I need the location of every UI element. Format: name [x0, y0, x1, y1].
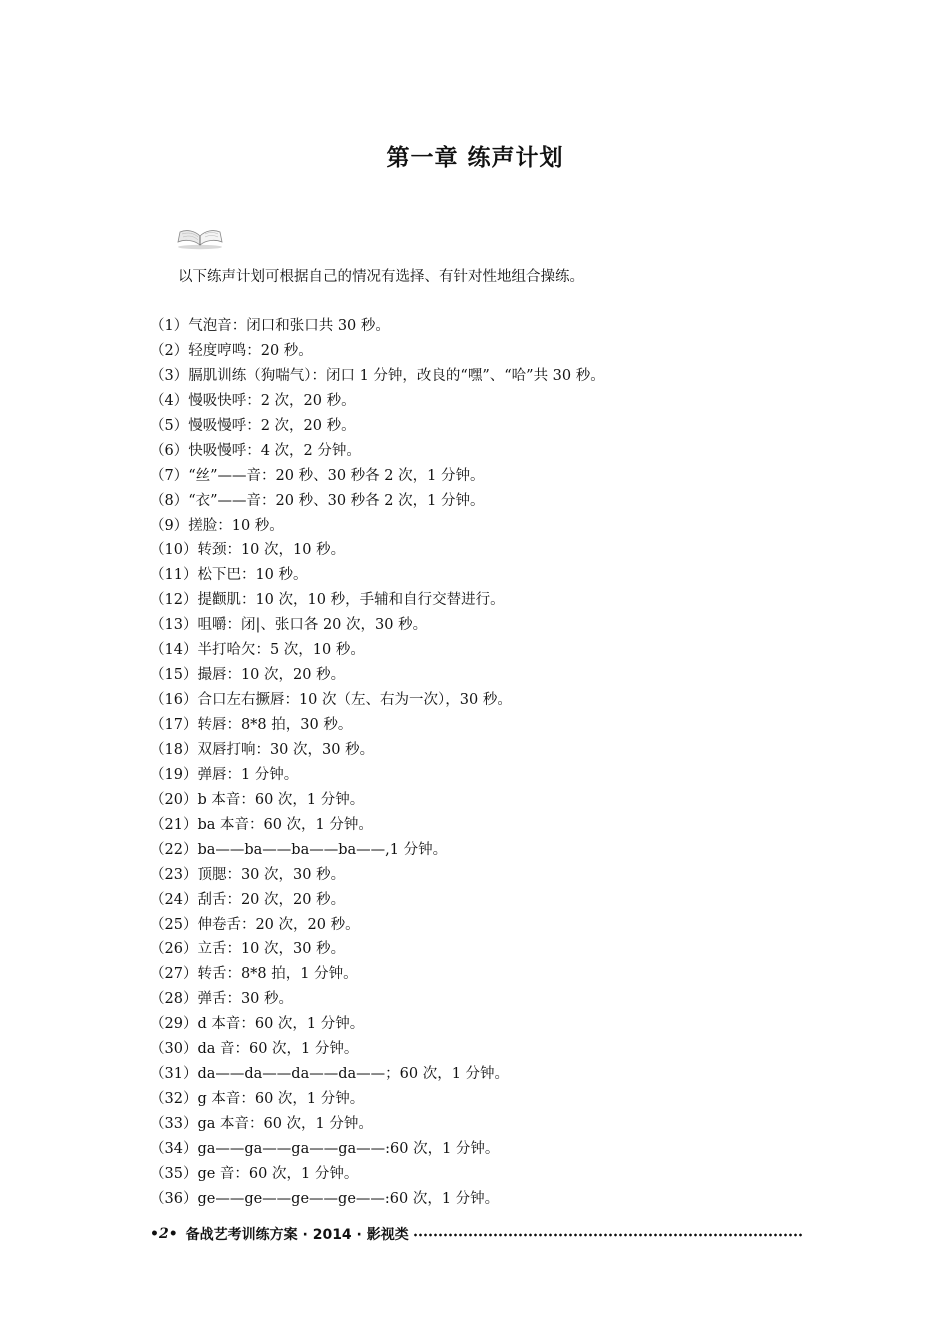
list-item: （1）气泡音：闭口和张口共 30 秒。	[150, 318, 390, 334]
list-item: （32）g 本音：60 次，1 分钟。	[150, 1091, 365, 1108]
list-item: （23）顶腮：30 次，30 秒。	[150, 866, 346, 883]
list-item: （29）d 本音：60 次，1 分钟。	[150, 1016, 365, 1033]
list-item: （15）撮唇：10 次，20 秒。	[150, 667, 346, 684]
list-item: （8）“衣”——音：20 秒、30 秒各 2 次，1 分钟。	[150, 492, 485, 509]
list-item: （36）ge——ge——ge——ge——:60 次，1 分钟。	[150, 1190, 500, 1207]
list-item: （13）咀嚼：闭|、张口各 20 次，30 秒。	[150, 617, 428, 634]
list-item: （2）轻度哼鸣：20 秒。	[150, 342, 313, 359]
list-item: （21）ba 本音：60 次，1 分钟。	[150, 816, 373, 833]
list-item: （18）双唇打响：30 次，30 秒。	[150, 741, 375, 758]
list-item: （31）da——da——da——da——；60 次，1 分钟。	[150, 1066, 510, 1083]
intro-text: 以下练声计划可根据自己的情况有选择、有针对性地组合操练。	[178, 269, 584, 285]
list-item: （6）快吸慢呼：4 次，2 分钟。	[150, 442, 361, 459]
footer-dotted-rule	[413, 1233, 804, 1237]
list-item: （5）慢吸慢呼：2 次，20 秒。	[150, 417, 356, 434]
chapter-title: 第一章 练声计划	[386, 145, 564, 172]
list-item: （17）转唇：8*8 拍，30 秒。	[150, 717, 353, 733]
list-item: （7）“丝”——音：20 秒、30 秒各 2 次，1 分钟。	[150, 467, 485, 484]
list-item: （25）伸卷舌：20 次，20 秒。	[150, 916, 360, 933]
list-item: （10）转颈：10 次，10 秒。	[150, 542, 346, 559]
open-book-icon	[176, 226, 224, 250]
list-item: （24）刮舌：20 次，20 秒。	[150, 891, 346, 908]
list-item: （16）合口左右撅唇：10 次（左、右为一次），30 秒。	[150, 692, 512, 709]
list-item: （20）b 本音：60 次，1 分钟。	[150, 791, 365, 808]
page-footer	[150, 1224, 804, 1244]
list-item: （9）搓脸：10 秒。	[150, 517, 284, 534]
list-item: （34）ga——ga——ga——ga——:60 次，1 分钟。	[150, 1140, 500, 1157]
list-item: （27）转舌：8*8 拍，1 分钟。	[150, 966, 358, 983]
list-item: （33）ga 本音：60 次，1 分钟。	[150, 1116, 373, 1132]
list-item: （12）提颧肌：10 次，10 秒，手辅和自行交替进行。	[150, 592, 505, 609]
list-item: （30）da 音：60 次，1 分钟。	[150, 1041, 359, 1058]
list-item: （22）ba——ba——ba——ba——,1 分钟。	[150, 841, 448, 858]
list-item: （11）松下巴：10 秒。	[150, 567, 308, 584]
list-item: （4）慢吸快呼：2 次，20 秒。	[150, 392, 356, 409]
list-item: （26）立舌：10 次，30 秒。	[150, 941, 346, 958]
list-item: （3）膈肌训练（狗喘气）：闭口 1 分钟，改良的“嘿”、“哈”共 30 秒。	[150, 367, 605, 384]
list-item: （35）ge 音：60 次，1 分钟。	[150, 1165, 359, 1182]
list-item: （19）弹唇：1 分钟。	[150, 766, 299, 783]
footer-text: 备战艺考训练方案 · 2014 · 影视类	[185, 1227, 409, 1243]
list-item: （14）半打哈欠：5 次，10 秒。	[150, 642, 365, 659]
page-number: •2•	[150, 1226, 178, 1242]
list-item: （28）弹舌：30 秒。	[150, 991, 294, 1008]
practice-list	[150, 314, 605, 1212]
